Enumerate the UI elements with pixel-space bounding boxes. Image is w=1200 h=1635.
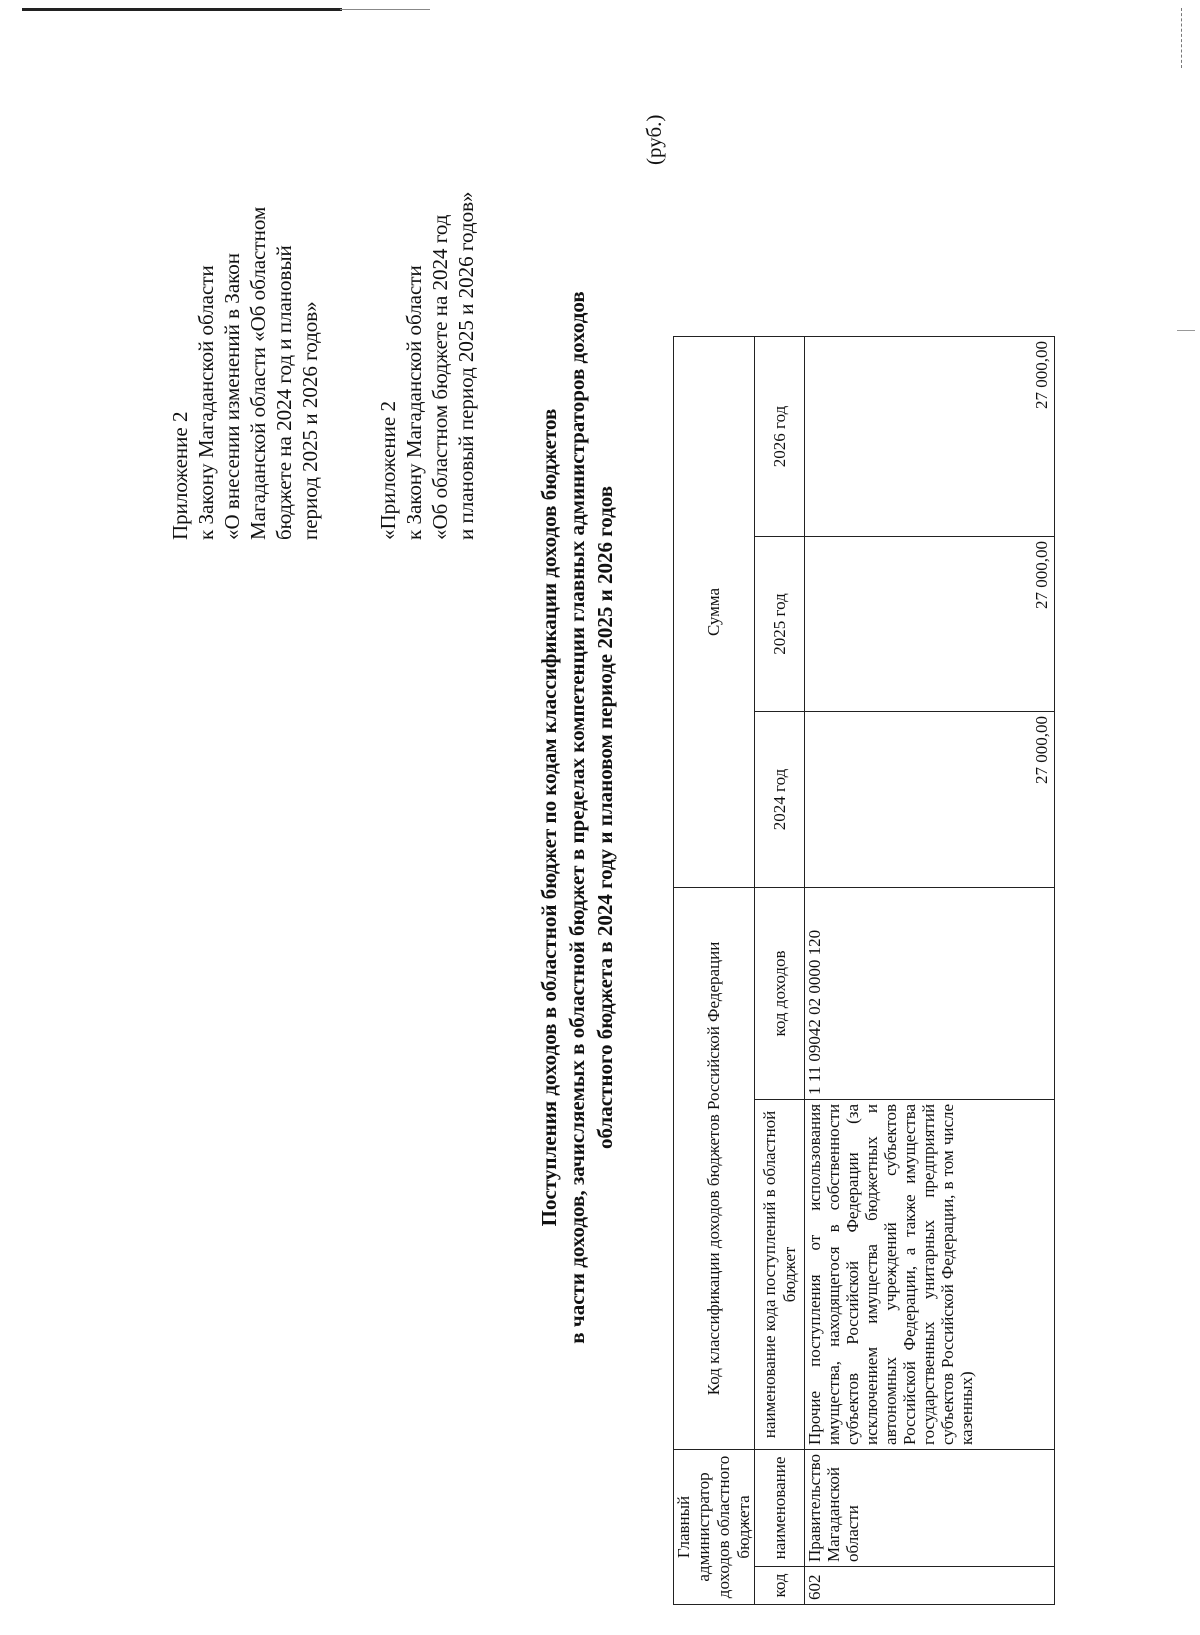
table-subheader-row <box>755 336 805 1604</box>
appendix-line: период 2025 и 2026 годов» <box>298 301 322 540</box>
currency-unit-label: (руб.) <box>642 114 666 165</box>
cell-admin-name: Правительство Магаданской области <box>805 1449 1055 1566</box>
header-income-code: код доходов <box>755 887 805 1099</box>
appendix-header-original <box>375 100 479 540</box>
title-line: Поступления доходов в областной бюджет по кодам классификации доходов бюджетов <box>537 408 561 1227</box>
header-classification-group: Код классификации доходов бюджетов Российской Федерации <box>674 887 755 1449</box>
cell-income-name: Прочие поступления от использования имущества, находящегося в собственности субъектов Российской Федерации (за исключением имущества бюджетных и автономных учреждений субъектов Российской Федерации, а также имущества государственных унитарных предприятий субъектов Российской Федерации, в том числе казенных) <box>805 1099 1055 1449</box>
document-title <box>535 0 619 1635</box>
cell-income-code: 1 11 09042 02 0000 120 <box>805 887 1055 1099</box>
table-row <box>805 336 1055 1604</box>
appendix-line: «Об областном бюджете на 2024 год <box>428 214 452 540</box>
title-line: в части доходов, зачисляемых в областной бюджет в пределах компетенции главных администраторов доходов <box>565 291 589 1344</box>
appendix-line: «Приложение 2 <box>376 401 400 540</box>
table-header-row <box>674 336 755 1604</box>
title-line: областного бюджета в 2024 году и плановом периоде 2025 и 2026 годов <box>593 485 617 1150</box>
appendix-line: к Закону Магаданской области <box>402 265 426 540</box>
header-admin-code: код <box>755 1567 805 1605</box>
header-income-name: наименование кода поступлений в областной бюджет <box>755 1099 805 1449</box>
header-admin-name: наименование <box>755 1449 805 1566</box>
header-year-2026: 2026 год <box>755 336 805 536</box>
header-admin-group: Главный администратор доходов областного бюджета <box>674 1449 755 1604</box>
header-year-2025: 2025 год <box>755 536 805 711</box>
cell-sum-2026: 27 000,00 <box>805 336 1055 536</box>
appendix-line: Магаданской области «Об областном <box>246 206 270 540</box>
appendix-line: «О внесении изменений в Закон <box>220 252 244 540</box>
cell-sum-2025: 27 000,00 <box>805 536 1055 711</box>
cell-admin-code: 602 <box>805 1567 1055 1605</box>
appendix-line: к Закону Магаданской области <box>194 265 218 540</box>
cell-sum-2024: 27 000,00 <box>805 711 1055 887</box>
header-sum-group: Сумма <box>674 336 755 887</box>
revenue-table <box>673 336 1055 1605</box>
appendix-line: бюджете на 2024 год и плановый <box>272 245 296 540</box>
header-year-2024: 2024 год <box>755 711 805 887</box>
appendix-header-current <box>167 100 323 540</box>
appendix-line: и плановый период 2025 и 2026 годов» <box>454 191 478 540</box>
appendix-line: Приложение 2 <box>168 411 192 540</box>
